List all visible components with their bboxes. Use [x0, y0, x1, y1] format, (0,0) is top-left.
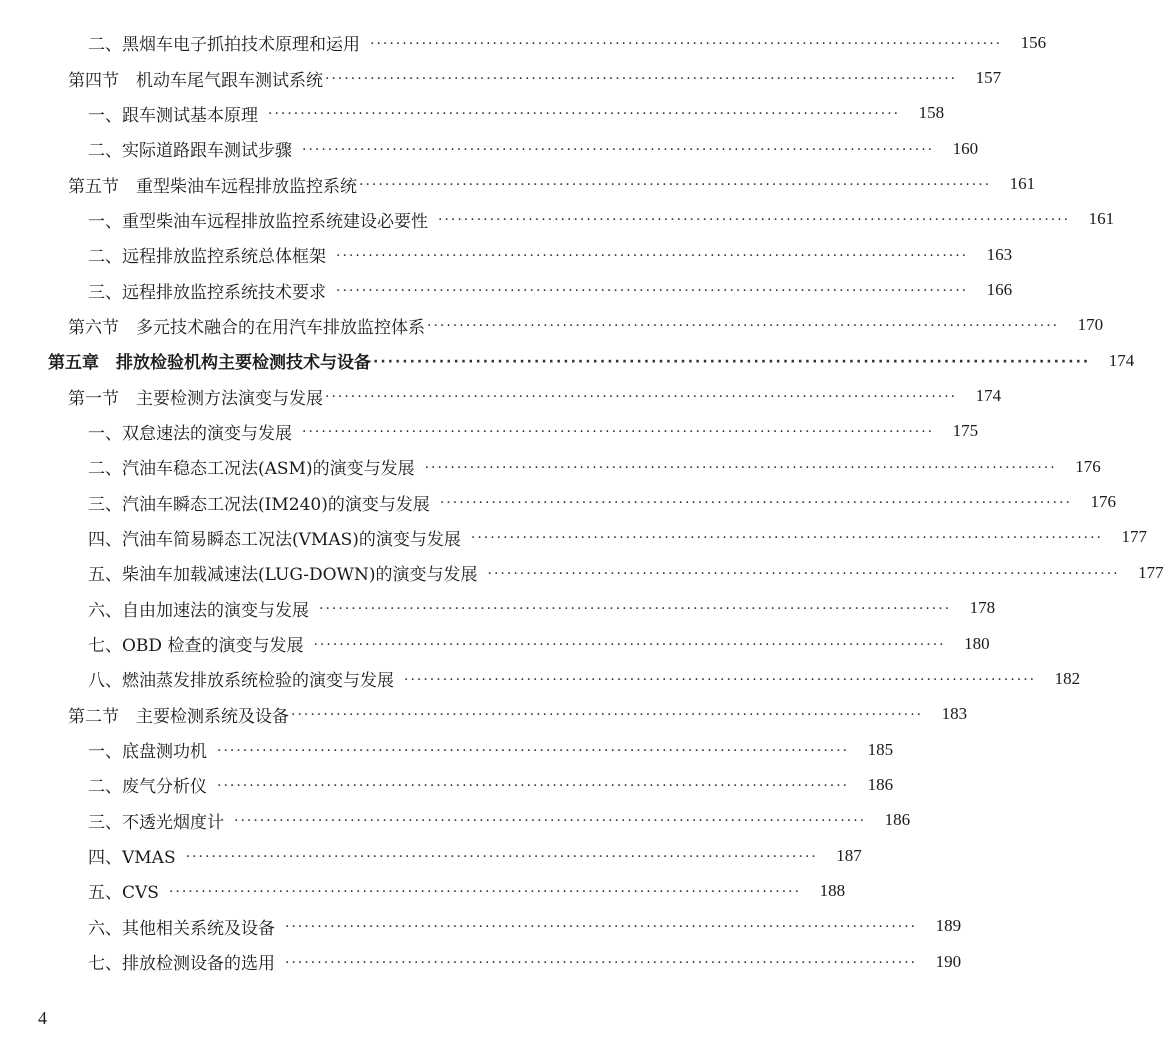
toc-entry-title: 第四节 机动车尾气跟车测试系统 [68, 70, 323, 91]
dot-leader: ·································································································· [325, 71, 958, 88]
dot-leader: ·································································································· [313, 636, 946, 653]
toc-entry-title: 八、燃油蒸发排放系统检验的演变与发展 [88, 671, 394, 692]
toc-entry-title: 四、VMAS [88, 848, 176, 869]
toc-entry[interactable] [0, 732, 894, 767]
toc-entry-page: 189 [935, 916, 962, 936]
toc-entry[interactable] [0, 202, 1115, 237]
dot-leader: ·································································································· [302, 424, 935, 441]
toc-entry[interactable] [0, 166, 1036, 201]
dot-leader: ·································································································· [427, 318, 1060, 335]
toc-entry-page: 160 [952, 138, 979, 158]
table-of-contents [0, 25, 1164, 979]
toc-entry-title: 二、黑烟车电子抓拍技术原理和运用 [88, 35, 360, 56]
toc-entry[interactable] [0, 661, 1081, 696]
dot-leader: ·································································································· [302, 141, 935, 158]
page-number: 4 [38, 1008, 47, 1028]
toc-entry[interactable] [0, 591, 996, 626]
toc-entry-page: 163 [986, 244, 1013, 264]
toc-entry-title: 一、跟车测试基本原理 [88, 105, 258, 126]
toc-entry[interactable] [0, 237, 1013, 272]
dot-leader: ·································································································· [234, 813, 867, 830]
toc-entry-title: 四、汽油车简易瞬态工况法(VMAS)的演变与发展 [88, 529, 461, 550]
toc-entry-page: 174 [1108, 350, 1135, 370]
dot-leader: ·································································································· [285, 919, 918, 936]
toc-entry-page: 156 [1020, 32, 1047, 52]
toc-entry-title: 六、其他相关系统及设备 [88, 918, 275, 939]
toc-entry[interactable] [0, 272, 1013, 307]
dot-leader: ·································································································· [168, 883, 802, 900]
toc-entry-page: 174 [975, 386, 1002, 406]
dot-leader: ·································································································· [185, 848, 818, 865]
toc-entry-page: 166 [986, 280, 1013, 300]
toc-entry-page: 183 [941, 704, 968, 724]
toc-entry-page: 177 [1121, 527, 1147, 547]
dot-leader: ·································································································· [424, 459, 1057, 476]
toc-entry-title: 三、汽油车瞬态工况法(IM240)的演变与发展 [88, 494, 430, 515]
toc-entry[interactable] [0, 944, 962, 979]
toc-entry-page: 178 [969, 598, 996, 618]
toc-entry-page: 176 [1075, 456, 1101, 476]
toc-entry-page: 158 [918, 103, 945, 123]
toc-entry-title: 一、双怠速法的演变与发展 [88, 423, 292, 444]
toc-entry-title: 二、实际道路跟车测试步骤 [88, 141, 292, 162]
toc-entry-title: 第五章 排放检验机构主要检测技术与设备 [48, 353, 371, 374]
toc-entry-title: 七、排放检测设备的选用 [88, 954, 275, 975]
toc-entry[interactable] [0, 520, 1147, 555]
toc-entry-title: 二、汽油车稳态工况法(ASM)的演变与发展 [88, 459, 415, 480]
toc-entry-title: 二、废气分析仪 [88, 777, 207, 798]
toc-entry-page: 180 [964, 633, 990, 653]
toc-entry[interactable] [0, 378, 1002, 413]
toc-entry-title: 第一节 主要检测方法演变与发展 [68, 388, 323, 409]
toc-entry-title: 七、OBD 检查的演变与发展 [88, 636, 304, 657]
dot-leader: ·································································································· [268, 106, 901, 123]
toc-entry-page: 188 [819, 880, 846, 900]
toc-entry[interactable] [0, 308, 1104, 343]
toc-entry[interactable] [0, 803, 911, 838]
dot-leader: ·································································································· [438, 212, 1071, 229]
toc-entry-title: 第二节 主要检测系统及设备 [68, 706, 289, 727]
toc-entry-title: 一、底盘测功机 [88, 742, 207, 763]
dot-leader: ·································································································· [285, 954, 918, 971]
toc-entry-page: 170 [1077, 315, 1104, 335]
dot-leader: ·································································································· [359, 177, 992, 194]
toc-entry[interactable] [0, 25, 1047, 60]
toc-entry[interactable] [0, 449, 1101, 484]
dot-leader: ·································································································· [336, 247, 969, 264]
toc-entry-page: 161 [1009, 174, 1036, 194]
toc-entry[interactable] [0, 96, 945, 131]
dot-leader: ·································································································· [373, 353, 1091, 370]
toc-entry-page: 187 [836, 845, 862, 865]
toc-entry[interactable] [0, 414, 979, 449]
toc-entry[interactable] [0, 626, 990, 661]
toc-entry-page: 176 [1090, 492, 1116, 512]
toc-entry-page: 185 [867, 739, 894, 759]
toc-entry[interactable] [0, 60, 1002, 95]
dot-leader: ·································································································· [336, 283, 969, 300]
toc-entry[interactable] [0, 131, 979, 166]
toc-entry[interactable] [0, 767, 894, 802]
dot-leader: ·································································································· [470, 530, 1103, 547]
dot-leader: ·································································································· [217, 777, 850, 794]
toc-entry-title: 第五节 重型柴油车远程排放监控系统 [68, 176, 357, 197]
toc-entry-page: 186 [884, 810, 911, 830]
toc-entry[interactable] [0, 484, 1116, 519]
toc-entry[interactable] [0, 909, 962, 944]
toc-entry-page: 161 [1088, 209, 1115, 229]
toc-entry-title: 一、重型柴油车远程排放监控系统建设必要性 [88, 211, 428, 232]
toc-entry-title: 三、远程排放监控系统技术要求 [88, 282, 326, 303]
dot-leader: ·································································································· [319, 601, 952, 618]
toc-entry-title: 六、自由加速法的演变与发展 [88, 600, 309, 621]
toc-entry[interactable] [0, 838, 862, 873]
dot-leader: ·································································································· [291, 707, 924, 724]
toc-entry[interactable] [0, 873, 846, 908]
toc-entry-page: 186 [867, 774, 894, 794]
toc-entry-page: 190 [935, 951, 962, 971]
toc-entry-page: 157 [975, 68, 1002, 88]
toc-entry[interactable] [0, 697, 968, 732]
toc-entry[interactable] [0, 555, 1164, 590]
toc-entry-title: 第六节 多元技术融合的在用汽车排放监控体系 [68, 317, 425, 338]
toc-entry-page: 175 [952, 421, 979, 441]
dot-leader: ·································································································· [487, 565, 1120, 582]
toc-entry-title: 五、CVS [88, 883, 159, 904]
toc-entry-page: 177 [1138, 562, 1164, 582]
toc-entry-title: 二、远程排放监控系统总体框架 [88, 247, 326, 268]
toc-chapter-entry[interactable] [0, 343, 1135, 378]
toc-entry-title: 五、柴油车加载减速法(LUG-DOWN)的演变与发展 [88, 565, 478, 586]
dot-leader: ·································································································· [439, 495, 1072, 512]
dot-leader: ·································································································· [217, 742, 850, 759]
toc-entry-page: 182 [1054, 668, 1081, 688]
dot-leader: ·································································································· [325, 389, 958, 406]
dot-leader: ·································································································· [404, 671, 1037, 688]
toc-entry-title: 三、不透光烟度计 [88, 812, 224, 833]
dot-leader: ·································································································· [370, 35, 1003, 52]
